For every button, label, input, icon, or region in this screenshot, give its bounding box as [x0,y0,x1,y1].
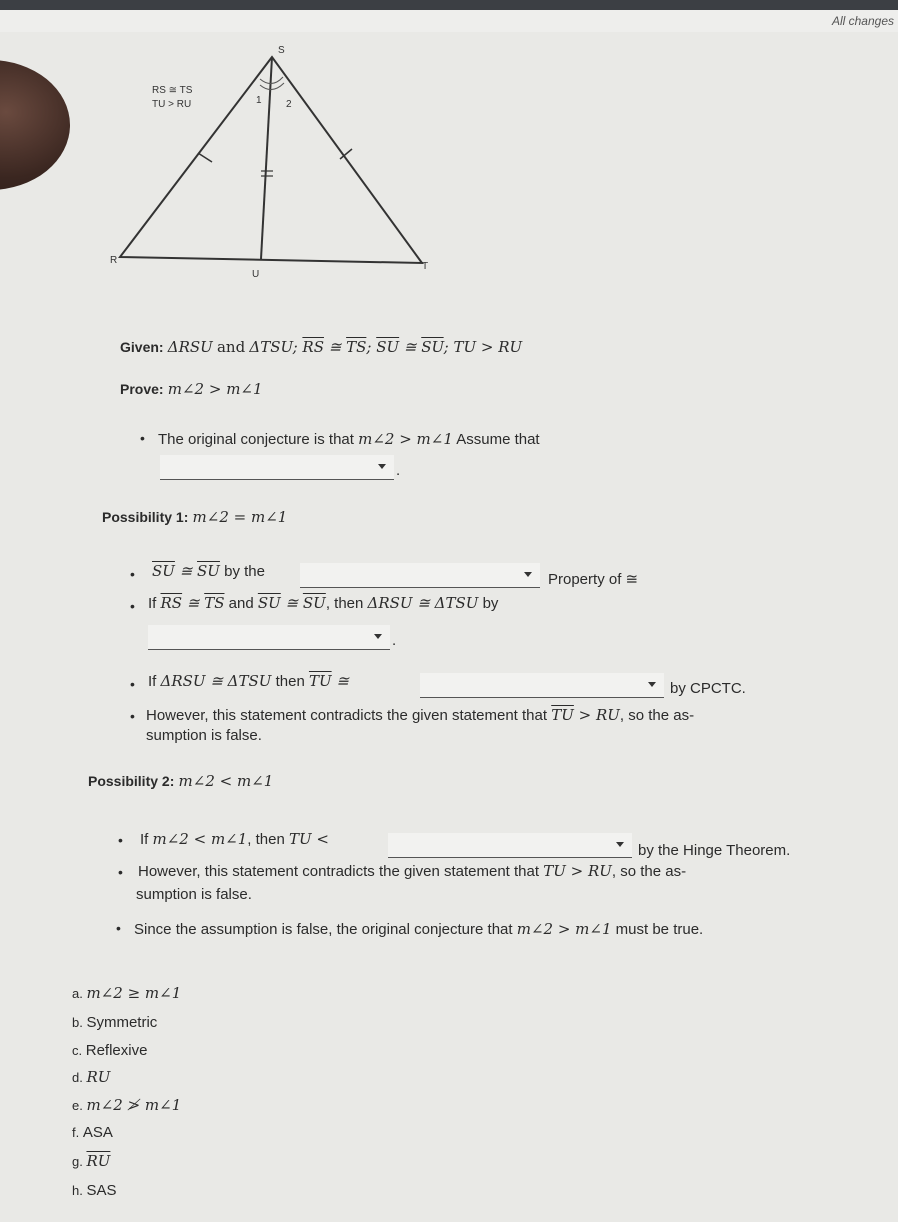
bullet: • [130,676,135,692]
prove-line: Prove: m∠2 > m∠1 [120,380,263,398]
answer-letter: b. [72,1015,87,1030]
answer-text: $\overline{RU}$ [86,1152,111,1170]
answer-text: m∠2 ≯ m∠1 [86,1096,182,1114]
answer-choice [72,984,181,1002]
answer-letter: c. [72,1043,86,1058]
answer-text: m∠2 ≥ m∠1 [86,984,182,1002]
congruence-method-dropdown[interactable] [148,625,390,650]
answer-choice [72,1152,110,1170]
answer-choice [72,1182,116,1199]
poss1-bullet2-text: If $\overline{RS}$ ≅ $\overline{TS}$ and $\overline{SU}$ ≅ $\overline{SU}$, then ΔRSU ≅ ΔTSU by [148,594,499,612]
vertex-r-label: R [110,255,118,266]
poss1-bullet1-text: $\overline{SU}$ ≅ $\overline{SU}$ by the [152,562,265,580]
chevron-down-icon [616,842,624,847]
answer-choice [72,1014,157,1031]
answer-choice [72,1124,113,1141]
hinge-dropdown[interactable] [388,833,632,858]
answer-text: Reflexive [85,1042,148,1059]
given-line: Given: ΔRSU and ΔTSU; $\overline{RS}$ ≅ $\overline{TS}$; $\overline{SU}$ ≅ $\overline{SU}$; TU > RU [120,338,523,356]
vertex-u-label: U [252,269,260,280]
angle-1-label: 1 [256,95,262,106]
period: . [392,632,397,649]
answer-text: ASA [82,1124,113,1141]
poss1-bullet4-line1: However, this statement contradicts the given statement that $\overline{TU}$ > RU, so the as- [146,706,695,724]
property-suffix: Property of ≅ [548,571,639,588]
top-bar [0,0,898,10]
bullet: • [118,832,123,848]
answer-letter: f. [72,1125,83,1140]
answer-text: RU [86,1068,111,1086]
poss2-bullet2-line2: sumption is false. [136,886,252,903]
property-dropdown[interactable] [300,563,540,588]
cpctc-dropdown[interactable] [420,673,664,698]
poss2-bullet1-text: If m∠2 < m∠1, then TU < [140,830,329,848]
possibility-1-heading: Possibility 1: m∠2 = m∠1 [102,508,288,526]
answer-letter: h. [72,1183,87,1198]
status-strip [0,10,898,32]
answer-letter: a. [72,986,87,1001]
answer-letter: e. [72,1098,87,1113]
bullet: • [118,864,123,880]
poss1-bullet3-text: If ΔRSU ≅ ΔTSU then $\overline{TU}$ ≅ [148,672,349,690]
finger-photo-artifact [0,60,70,190]
angle-2-label: 2 [286,99,292,110]
possibility-2-heading: Possibility 2: m∠2 < m∠1 [88,772,274,790]
hinge-suffix: by the Hinge Theorem. [638,842,791,859]
bullet: • [130,598,135,614]
vertex-t-label: T [422,261,429,272]
answer-text: Symmetric [86,1014,158,1031]
intro-text: The original conjecture is that m∠2 > m∠1 Assume that [158,430,540,448]
chevron-down-icon [378,464,386,469]
chevron-down-icon [524,572,532,577]
bullet: • [116,920,121,936]
triangle-diagram [100,35,440,285]
cpctc-suffix: by CPCTC. [670,680,746,697]
poss2-bullet2-line1: However, this statement contradicts the given statement that TU > RU, so the as- [138,862,687,880]
poss1-bullet4-line2: sumption is false. [146,727,262,744]
answer-letter: d. [72,1070,87,1085]
answer-choice [72,1042,147,1059]
diagram-given-1: RS ≅ TS [152,85,193,96]
answer-text: SAS [86,1182,117,1199]
vertex-s-label: S [278,45,285,56]
answer-choice [72,1096,181,1114]
chevron-down-icon [648,682,656,687]
poss2-bullet3-text: Since the assumption is false, the original conjecture that m∠2 > m∠1 must be true. [134,920,704,938]
save-status: All changes [831,14,894,28]
answer-choice [72,1068,110,1086]
chevron-down-icon [374,634,382,639]
assumption-dropdown[interactable] [160,455,394,480]
bullet: • [130,708,135,724]
period: . [396,462,401,479]
answer-letter: g. [72,1154,87,1169]
bullet: • [130,566,135,582]
bullet: • [140,430,145,446]
diagram-given-2: TU > RU [152,99,192,110]
